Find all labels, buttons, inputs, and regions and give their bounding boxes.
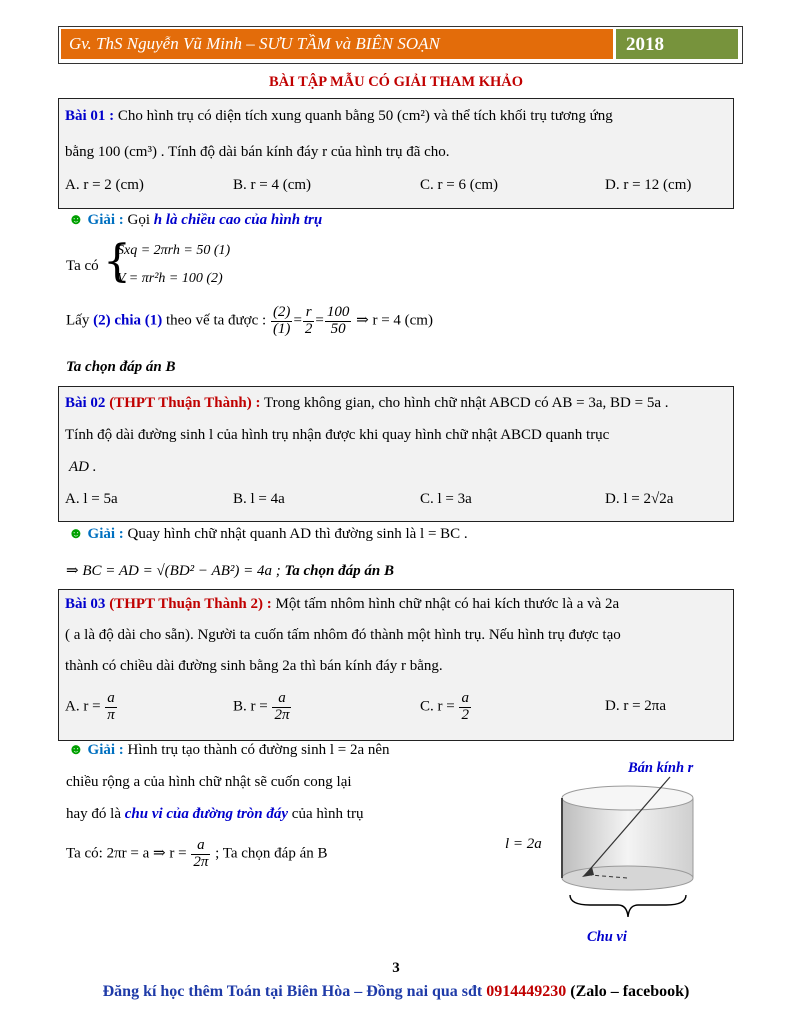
problem-3-solution-line2: chiều rộng a của hình chữ nhật sẽ cuốn cong lại [66,774,352,790]
solution-label: Giải : [87,526,124,542]
problem-2-calc [66,561,394,580]
cylinder-figure [500,755,730,955]
solution-label: Giải : [87,742,124,758]
problem-1-label: Bài 01 : [65,108,115,124]
problem-2-option-d: D. l = 2√2a [605,491,674,507]
problem-2-option-a: A. l = 5a [65,491,118,507]
problem-1-option-a: A. r = 2 (cm) [65,177,144,193]
header-author: Gv. ThS Nguyễn Vũ Minh – SƯU TẦM và BIÊN SOẠN [61,29,613,59]
perimeter-emphasis: chu vi của đường tròn đáy [124,806,289,822]
figure-radius-label: Bán kính r [628,760,694,776]
problem-2-option-c: C. l = 3a [420,491,472,507]
figure-height-label: l = 2a [505,836,542,852]
fraction-a-over-2pi-result: $\frac{a}{2\pi}$ [193,837,209,870]
problem-3-option-d: D. r = 2πa [605,698,667,714]
smiley-icon: ☻ [68,212,84,228]
fraction-a-over-2: $\frac{a}{2}$ [461,690,469,723]
step-prefix: Lấy [66,312,90,329]
problem-2-question-line3: AD . [69,459,97,475]
equation-2: V = πr²h = 100 (2) [117,271,223,286]
problem-2-question-line2: Tính độ dài đường sinh l của hình trụ nhận được khi quay hình chữ nhật ABCD quanh trục [65,427,610,443]
step-emphasis: (2) chia (1) [93,312,163,329]
cylinder-base [562,866,693,890]
problem-3-solution-line3: hay đó là chu vi của đường tròn đáy của hình trụ [66,806,364,822]
footer-phone: 0914449230 [486,983,567,1000]
problem-2-label: Bài 02 [65,395,106,411]
problem-3-option-b: B. r = $\frac{a}{2\pi}$ [233,690,290,723]
problem-2-solution [68,526,468,543]
problem-3-box [58,589,734,741]
problem-3-question-line3: thành có chiều dài đường sinh bằng 2a thì bán kính đáy r bằng. [65,658,443,674]
problem-3-source: (THPT Thuận Thành 2) : [109,596,272,612]
problem-1-option-c: C. r = 6 (cm) [420,177,499,193]
problem-3-label: Bài 03 [65,596,106,612]
step-text: theo vế ta được : [165,312,267,329]
page-number: 3 [392,960,400,976]
calc-expression: ⇒ BC = AD = √(BD² − AB²) = 4a ; [66,563,281,579]
footer-text: Đăng kí học thêm Toán tại Biên Hòa – Đồng nai qua sđt [102,983,483,1000]
problem-1-question-line1: Cho hình trụ có diện tích xung quanh bằng 50 (cm²) và thể tích khối trụ tương ứng [117,108,613,124]
problem-2-box [58,386,734,522]
solution-hint: h là chiều cao của hình trụ [153,212,323,228]
system-brace-icon: { [103,236,131,287]
problem-3-option-a: A. r = $\frac{a}{\pi}$ [65,690,115,723]
problem-3-solution-line4: Ta có: 2πr = a ⇒ r = $\frac{a}{2\pi}$ ; Ta chọn đáp án B [66,837,328,870]
problem-2-answer: Ta chọn đáp án B [284,563,394,579]
fraction-100-over-50: $\frac{100}{50}$ [326,304,350,337]
page-header [58,26,743,64]
footer-social: (Zalo – facebook) [570,983,690,1000]
solution-text-1: Hình trụ tạo thành có đường sinh l = 2a nên [127,742,390,758]
problem-1-option-d: D. r = 12 (cm) [605,177,692,193]
solution-text: Quay hình chữ nhật quanh AD thì đường sinh là l = BC . [127,526,468,542]
figure-perimeter-label: Chu vi [587,929,627,945]
fraction-r-over-2: $\frac{r}{2}$ [304,304,313,337]
perimeter-brace-icon [570,895,686,917]
problem-1-question-line2: bằng 100 (cm³) . Tính độ dài bán kính đáy r của hình trụ đã cho. [65,144,450,160]
fraction-a-over-pi: $\frac{a}{\pi}$ [107,690,115,723]
smiley-icon: ☻ [68,526,84,542]
problem-3-question-line1: Một tấm nhôm hình chữ nhật có hai kích thước là a và 2a [275,596,620,612]
system-intro: Ta có [66,258,99,274]
cylinder-top [562,786,693,810]
problem-1-answer: Ta chọn đáp án B [66,359,176,375]
solution-intro: Gọi [127,212,151,228]
fraction-a-over-2pi: $\frac{a}{2\pi}$ [274,690,290,723]
division-step: Lấy (2) chia (1) theo vế ta được : $\frac{(2)}{(1)}$ = $\frac{r}{2}$ = $\frac{100}{50}$ ⇒ r = 4 (cm) [66,304,433,337]
solution-label: Giải : [87,212,124,228]
problem-3-question-line2: ( a là độ dài cho sẵn). Người ta cuốn tấm nhôm đó thành một hình trụ. Nếu hình trụ được tạo [65,627,621,643]
problem-1-box [58,98,734,209]
fraction-2-over-1: $\frac{(2)}{(1)}$ [272,304,291,337]
problem-2-question-line1: Trong không gian, cho hình chữ nhật ABCD có AB = 3a, BD = 5a . [264,395,669,411]
page-footer [0,983,792,1001]
smiley-icon: ☻ [68,742,84,758]
step-result: ⇒ r = 4 (cm) [356,312,433,329]
problem-1-option-b: B. r = 4 (cm) [233,177,312,193]
problem-1-solution [68,212,322,229]
problem-2-option-b: B. l = 4a [233,491,285,507]
problem-2-source: (THPT Thuận Thành) : [109,395,261,411]
section-title: BÀI TẬP MẪU CÓ GIẢI THAM KHẢO [268,74,524,90]
equation-1: Sxq = 2πrh = 50 (1) [117,243,231,258]
header-year: 2018 [616,29,738,59]
problem-3-solution-line1 [68,742,390,759]
problem-3-option-c: C. r = $\frac{a}{2}$ [420,690,469,723]
